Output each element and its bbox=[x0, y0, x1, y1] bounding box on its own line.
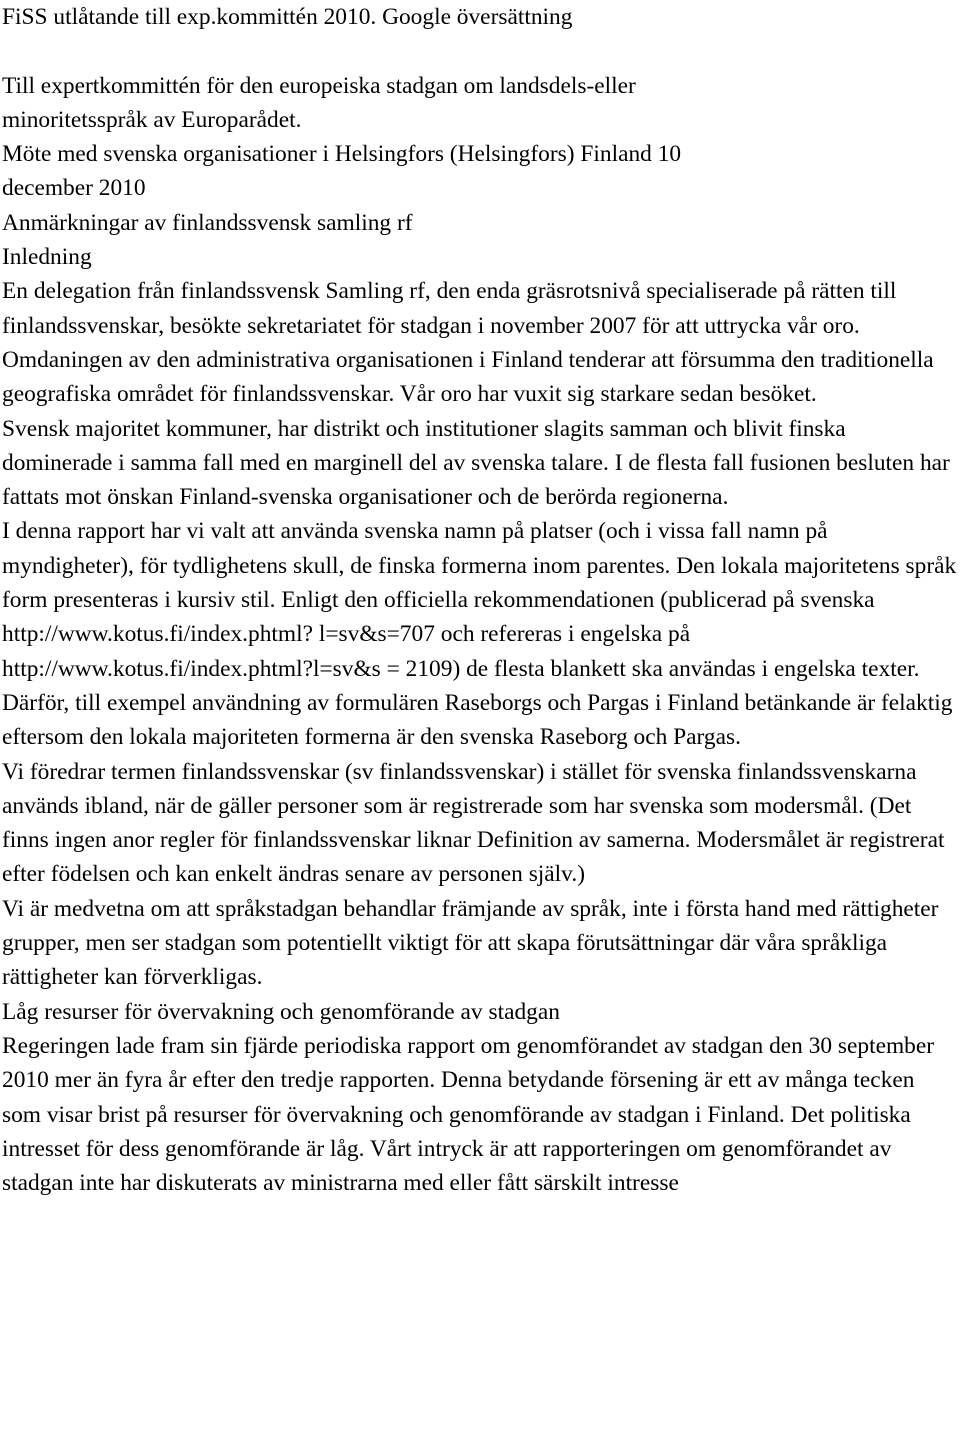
paragraph: En delegation från finlandssvensk Samling rf, den enda gräsrotsnivå specialiserade på rätten till finlandssvenskar, besökte sekretariatet för stadgan i november 2007 för att uttrycka vår oro. Omdaningen av den administrativa organisationen i Finland tenderar att försumma den traditionella geografiska området för finlandssvenskar. Vår oro har vuxit sig starkare sedan besöket. bbox=[2, 278, 934, 408]
document-header: FiSS utlåtande till exp.kommittén 2010. Google översättning bbox=[2, 4, 573, 30]
paragraph: I denna rapport har vi valt att använda svenska namn på platser (och i vissa fall namn på myndigheter), för tydlighetens skull, de finska formerna inom parentes. Den lokala majoritetens språk form presenteras i kursiv stil. Enligt den officiella rekommendationen (publicerad på svenska http://www.kotus.fi/index.phtml? l=sv&s=707 och refereras i engelska på http://www.kotus.fi/index.phtml?l=sv&s = 2109) de flesta blankett ska användas i engelska texter. Därför, till exempel användning av formulären Raseborgs och Pargas i Finland betänkande är felaktig eftersom den lokala majoriteten formerna är den svenska Raseborg och Pargas. bbox=[2, 518, 957, 751]
paragraph: Vi föredrar termen finlandssvenskar (sv finlandssvenskar) i stället för svenska finlandssvenskarna används ibland, när de gäller personer som är registrerade som har svenska som modersmål. (Det finns ingen anor regler för finlandssvenskar liknar Definition av samerna. Modersmålet är registrerat efter födelsen och kan enkelt ändras senare av personen själv.) bbox=[2, 758, 945, 888]
meeting-line: december 2010 bbox=[2, 175, 146, 202]
recipient-line: minoritetsspråk av Europarådet. bbox=[2, 106, 302, 133]
paragraph: Vi är medvetna om att språkstadgan behandlar främjande av språk, inte i första hand med rättigheter grupper, men ser stadgan som potentiellt viktigt för att skapa förutsättningar där våra språkliga rättigheter kan förverkligas. bbox=[2, 895, 939, 991]
document-page bbox=[2, 0, 958, 1200]
meeting-line: Möte med svenska organisationer i Helsingfors (Helsingfors) Finland 10 bbox=[2, 141, 682, 168]
document-subtitle: Anmärkningar av finlandssvensk samling rf bbox=[2, 209, 413, 236]
blank-line bbox=[2, 34, 958, 68]
section-heading: Låg resurser för övervakning och genomförande av stadgan bbox=[2, 998, 560, 1025]
recipient-line: Till expertkommittén för den europeiska stadgan om landsdels-eller bbox=[2, 72, 636, 99]
paragraph: Svensk majoritet kommuner, har distrikt och institutioner slagits samman och blivit finska dominerade i samma fall med en marginell del av svenska talare. I de flesta fall fusionen besluten har fattats mot önskan Finland-svenska organisationer och de berörda regionerna. bbox=[2, 415, 950, 511]
section-heading: Inledning bbox=[2, 244, 92, 271]
paragraph: Regeringen lade fram sin fjärde periodiska rapport om genomförandet av stadgan den 30 september 2010 mer än fyra år efter den tredje rapporten. Denna betydande försening är ett av många tecken som visar brist på resurser för övervakning och genomförande av stadgan i Finland. Det politiska intresset för dess genomförande är låg. Vårt intryck är att rapporteringen om genomförandet av stadgan inte har diskuterats av ministrarna med eller fått särskilt intresse bbox=[2, 1032, 935, 1197]
